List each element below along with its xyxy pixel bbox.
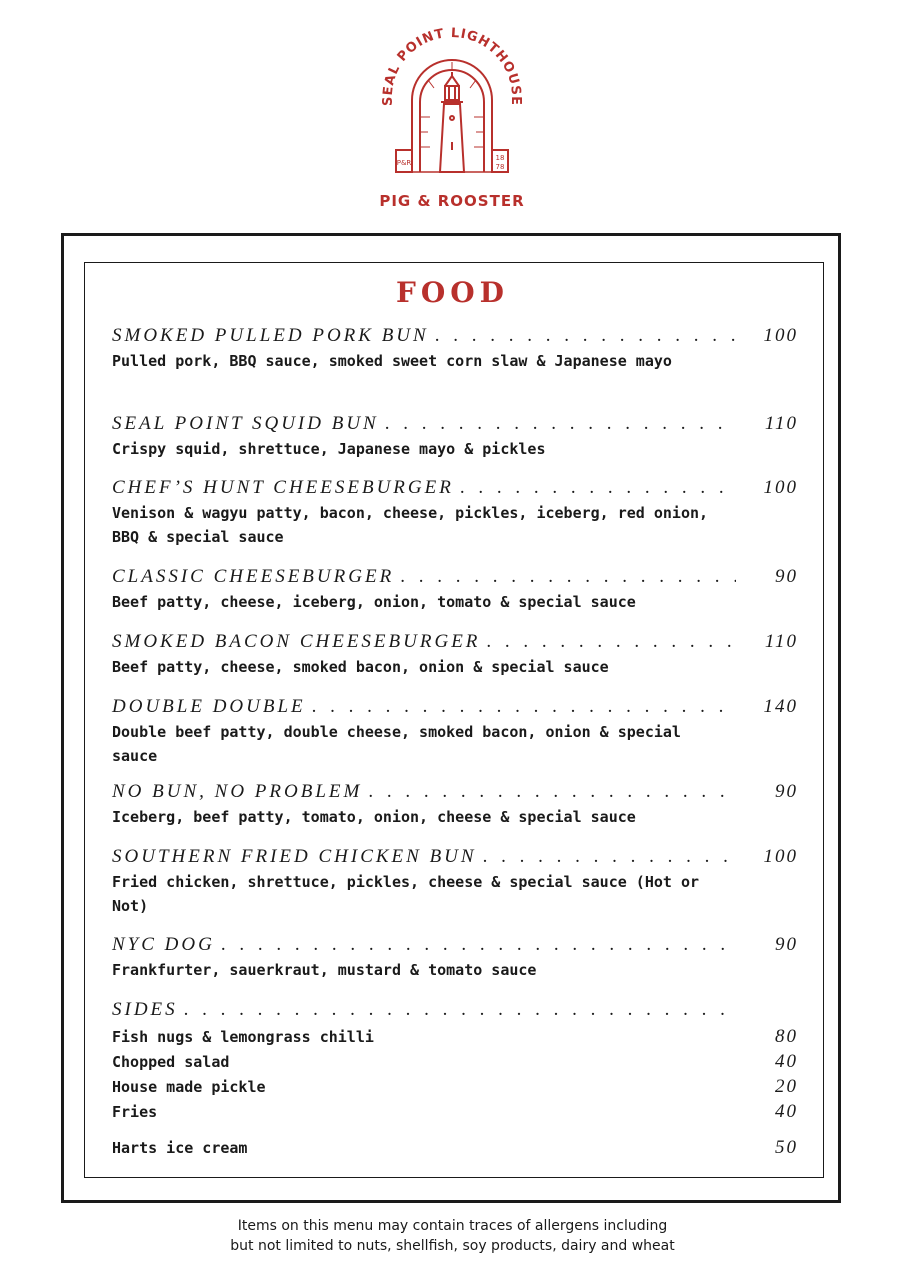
menu-item-price: 100 [763,846,798,867]
menu-item-name: NYC DOG [112,934,215,955]
dessert-item-name: Harts ice cream [112,1139,248,1157]
menu-item-description: Beef patty, cheese, iceberg, onion, tomato & special sauce [112,593,636,611]
svg-text:18: 18 [495,154,505,162]
menu-item-name: SEAL POINT SQUID BUN [112,413,379,434]
side-item-price: 20 [775,1076,798,1097]
menu-item-description: Pulled pork, BBQ sauce, smoked sweet corn slaw & Japanese mayo [112,352,672,370]
menu-item-description: Frankfurter, sauerkraut, mustard & tomato sauce [112,961,537,979]
menu-item-description: Fried chicken, shrettuce, pickles, cheese & special sauce (Hot or Not) [112,873,699,915]
menu-item-price: 90 [775,781,798,802]
dot-leader [221,934,736,956]
allergen-notice-line-2: but not limited to nuts, shellfish, soy products, dairy and wheat [230,1238,675,1254]
allergen-notice [0,1216,905,1256]
side-item-name: Fries [112,1103,158,1121]
menu-item [112,566,798,614]
side-item [112,1026,798,1050]
menu-item-price: 110 [764,413,798,434]
menu-item-price: 90 [775,566,798,587]
svg-text:P&R: P&R [396,159,412,167]
side-item-name: Chopped salad [112,1053,230,1071]
menu-item-name: SMOKED BACON CHEESEBURGER [112,631,481,652]
side-item-name: House made pickle [112,1078,266,1096]
side-item [112,1076,798,1100]
menu-item-name: SMOKED PULLED PORK BUN [112,325,429,346]
menu-item-price: 110 [764,631,798,652]
side-item-name: Fish nugs & lemongrass chilli [112,1028,374,1046]
menu-item [112,934,798,982]
dessert-item [112,1137,798,1161]
side-item-price: 80 [775,1026,798,1047]
menu-item [112,413,798,461]
menu-item-name: DOUBLE DOUBLE [112,696,306,717]
dot-leader [184,999,736,1021]
menu-item [112,696,798,768]
menu-item-name: CLASSIC CHEESEBURGER [112,566,395,587]
dot-leader [483,846,736,868]
side-item-price: 40 [775,1051,798,1072]
svg-text:SEAL POINT LIGHTHOUSE: SEAL POINT LIGHTHOUSE [380,25,524,107]
menu-item-description: Beef patty, cheese, smoked bacon, onion & special sauce [112,658,609,676]
menu-item-name: CHEF’S HUNT CHEESEBURGER [112,477,454,498]
menu-item [112,846,798,918]
menu-item-price: 140 [763,696,798,717]
menu-item [112,477,798,549]
dessert-item-price: 50 [775,1137,798,1158]
menu-item-description: Double beef patty, double cheese, smoked bacon, onion & special sauce [112,723,681,765]
menu-item-price: 90 [775,934,798,955]
dot-leader [460,477,736,499]
menu-item-name: SOUTHERN FRIED CHICKEN BUN [112,846,477,867]
menu-item-description: Venison & wagyu patty, bacon, cheese, pickles, iceberg, red onion, BBQ & special sauce [112,504,709,546]
side-item-price: 40 [775,1101,798,1122]
menu-item [112,325,798,373]
menu-item [112,631,798,679]
allergen-notice-line-1: Items on this menu may contain traces of allergens including [237,1218,668,1234]
sides-section [112,999,798,1023]
sides-heading: SIDES [112,999,178,1020]
menu-item-price: 100 [763,477,798,498]
svg-text:PIG & ROOSTER: PIG & ROOSTER [379,192,525,210]
dot-leader [486,631,736,653]
menu-item-description: Crispy squid, shrettuce, Japanese mayo & pickles [112,440,546,458]
dot-leader [312,696,736,718]
side-item [112,1101,798,1125]
dot-leader [400,566,736,588]
dot-leader [435,325,736,347]
menu-item-description: Iceberg, beef patty, tomato, onion, cheese & special sauce [112,808,636,826]
dot-leader [368,781,736,803]
menu-title: FOOD [396,276,509,309]
svg-text:78: 78 [495,163,505,171]
side-item [112,1051,798,1075]
menu-item-name: NO BUN, NO PROBLEM [112,781,363,802]
dot-leader [385,413,736,435]
menu-item [112,781,798,829]
pig-and-rooster-logo [370,22,535,217]
menu-item-price: 100 [763,325,798,346]
